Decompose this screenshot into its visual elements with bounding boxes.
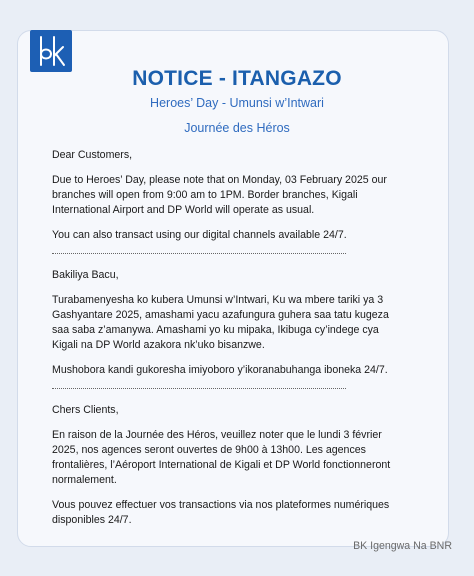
english-paragraph-1: Due to Heroes’ Day, please note that on Monday, 03 February 2025 our branches will open from 9:00 am to 1PM. Border branches, Kigali International Airport and DP World will operate as usual.: [52, 174, 387, 216]
french-paragraph-1: En raison de la Journée des Héros, veuillez noter que le lundi 3 février 2025, nos agences seront ouvertes de 9h00 à 13h00. Les agences frontalières, l’Aéroport International de Kigali et DP World fonctionneront normalement.: [52, 429, 391, 486]
section-divider: [52, 253, 346, 254]
english-paragraph-2: You can also transact using our digital channels available 24/7.: [52, 229, 347, 241]
french-paragraph-2: Vous pouvez effectuer vos transactions via nos plateformes numériques disponibles 24/7.: [52, 499, 390, 526]
notice-title: NOTICE - ITANGAZO: [132, 67, 342, 90]
english-greeting: Dear Customers,: [52, 149, 133, 161]
section-divider: [52, 388, 346, 389]
kinyarwanda-paragraph-2: Mushobora kandi gukoresha imiyoboro y’ikoranabuhanga iboneka 24/7.: [52, 364, 388, 376]
regulator-footer: BK Igengwa Na BNR: [353, 540, 452, 552]
french-greeting: Chers Clients,: [52, 404, 119, 416]
kinyarwanda-greeting: Bakiliya Bacu,: [52, 269, 119, 281]
bk-logo-icon: [30, 30, 72, 72]
bk-logo: [30, 30, 72, 72]
kinyarwanda-paragraph-1: Turabamenyesha ko kubera Umunsi w’Intwari, Ku wa mbere tariki ya 3 Gashyantare 2025, amashami yacu azafungura guhera saa tatu kugeza saa saba z’amanywa. Amashami yo ku mipaka, Ikibuga cy’indege cya Kigali na DP World azakora nk’uko bisanzwe.: [52, 294, 389, 351]
notice-body: [52, 148, 400, 538]
notice-subtitle-french: Journée des Héros: [184, 121, 290, 135]
notice-subtitle: Heroes’ Day - Umunsi w’Intwari: [150, 96, 324, 110]
